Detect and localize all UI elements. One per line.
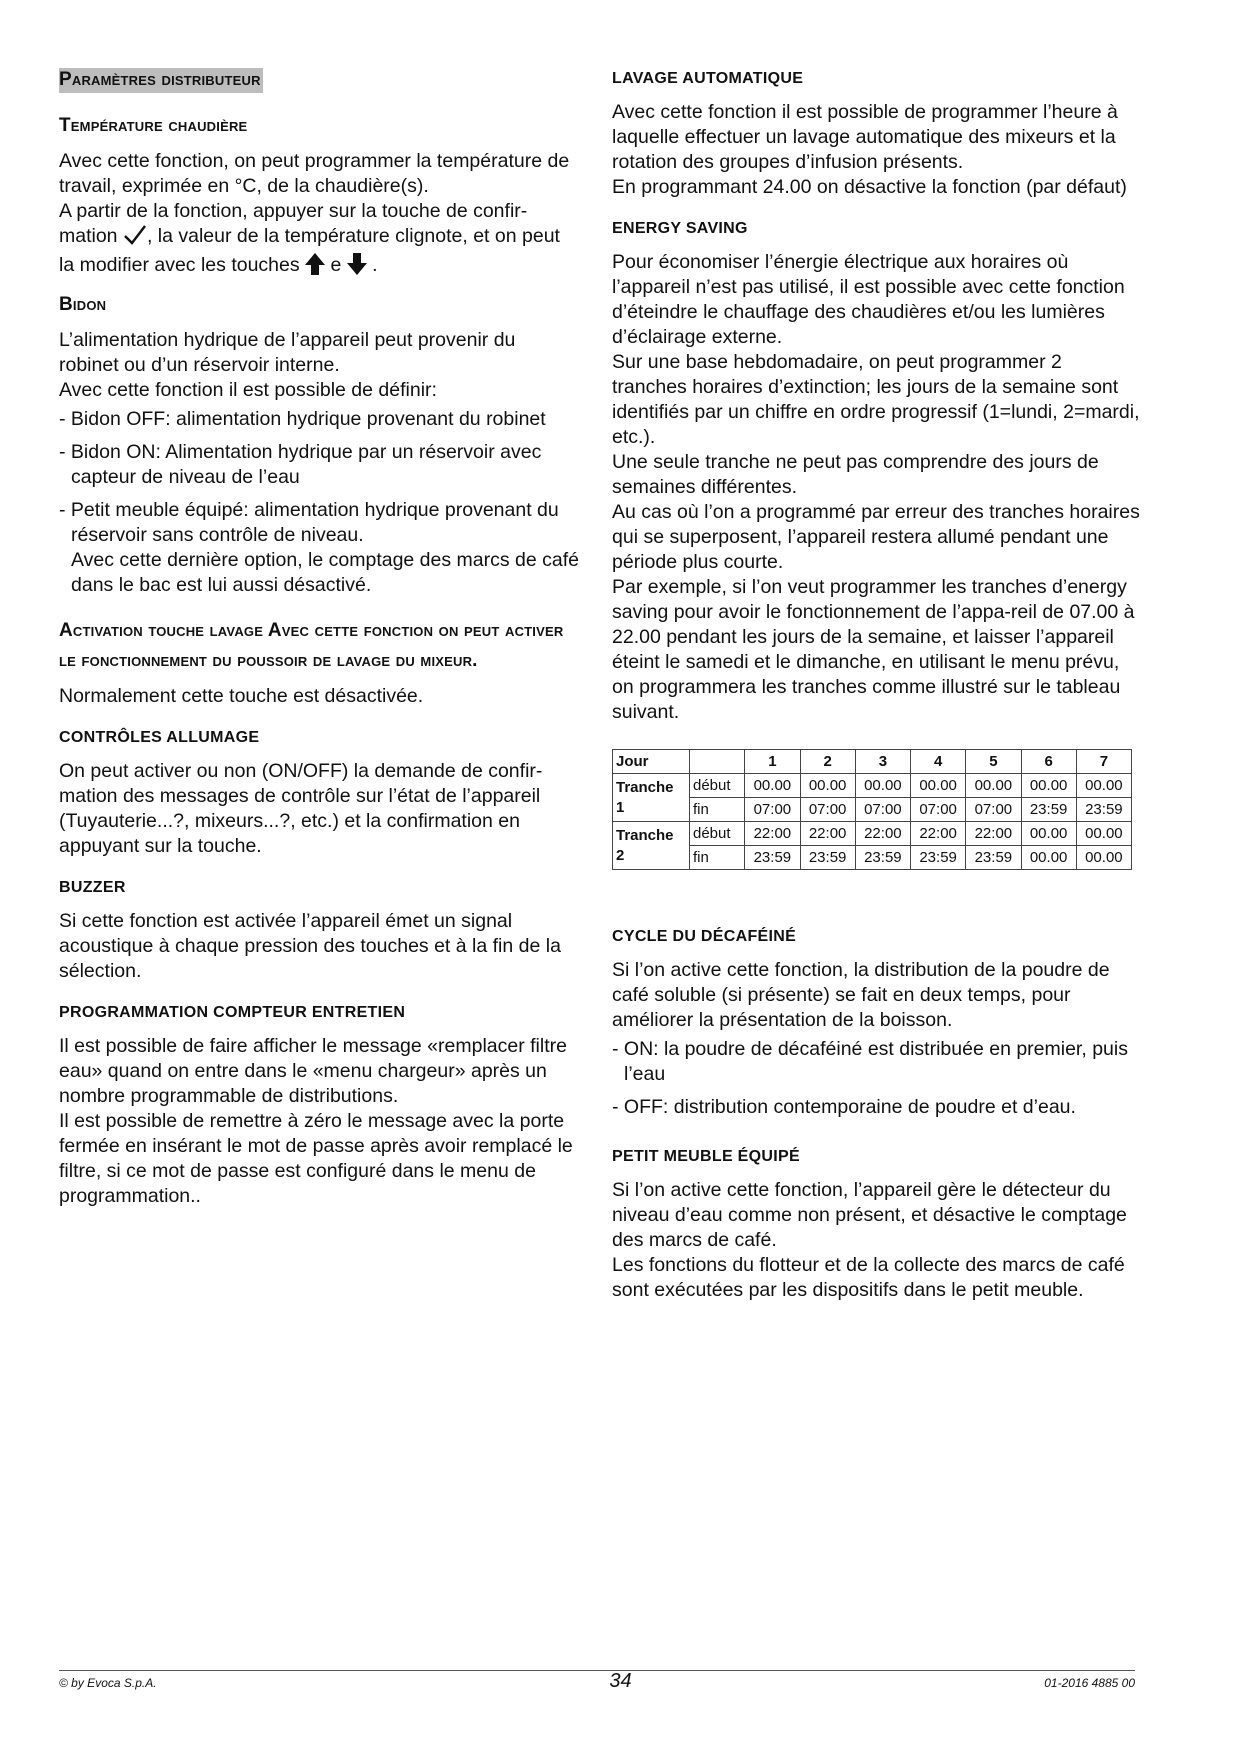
- table-header-cell: Jour: [613, 750, 690, 774]
- table-cell: 00.00: [1021, 846, 1076, 870]
- meuble-paragraph-1: Si l’on active cette fonction, l’appareil gère le détecteur du niveau d’eau comme non présent, et désactive le comptage des marcs de café.: [612, 1179, 1127, 1251]
- table-cell: fin: [690, 846, 745, 870]
- heading-bidon: Bidon: [59, 294, 107, 315]
- table-header-cell: [690, 750, 745, 774]
- table-cell: 07:00: [800, 798, 855, 822]
- table-cell: 07:00: [745, 798, 800, 822]
- page-number: 34: [609, 1670, 632, 1692]
- energy-paragraph-3: Une seule tranche ne peut pas comprendre des jours de semaines différentes.: [612, 451, 1099, 498]
- table-cell: 22:00: [911, 822, 966, 846]
- temp-p2-b: , la valeur de la température clignote, et on peut la modifier avec les touches: [59, 225, 560, 276]
- table-cell: 23:59: [745, 846, 800, 870]
- table-header-cell: 1: [745, 750, 800, 774]
- table-row: [613, 822, 1132, 846]
- table-header-cell: 3: [855, 750, 910, 774]
- bidon-paragraph-1: L’alimentation hydrique de l’appareil peut provenir du robinet ou d’un réservoir interne.: [59, 329, 516, 376]
- table-cell: 23:59: [966, 846, 1021, 870]
- energy-paragraph-2: Sur une base hebdomadaire, on peut programmer 2 tranches horaires d’extinction; les jours de la semaine sont identifiés par un chiffre en ordre progressif (1=lundi, 2=mardi, etc.).: [612, 351, 1140, 448]
- bidon-item-on: - Bidon ON: Alimentation hydrique par un réservoir avec capteur de niveau de l’eau: [59, 441, 542, 488]
- arrow-up-icon: [305, 253, 325, 282]
- heading-buzzer: BUZZER: [59, 879, 126, 896]
- table-cell: 22:00: [745, 822, 800, 846]
- table-row: [613, 846, 1132, 870]
- table-cell: 00.00: [966, 774, 1021, 798]
- table-row: [613, 774, 1132, 798]
- section-title: Paramètres distributeur: [59, 68, 263, 93]
- meuble-paragraph-2: Les fonctions du flotteur et de la collecte des marcs de café sont exécutées par les dispositifs dans le petit meuble.: [612, 1254, 1125, 1301]
- heading-compteur: PROGRAMMATION COMPTEUR ENTRETIEN: [59, 1004, 406, 1021]
- table-header-cell: 2: [800, 750, 855, 774]
- table-cell: 00.00: [855, 774, 910, 798]
- table-cell: 00.00: [800, 774, 855, 798]
- table-cell: 22:00: [800, 822, 855, 846]
- heading-meuble: PETIT MEUBLE ÉQUIPÉ: [612, 1148, 800, 1165]
- table-cell: 23:59: [1076, 798, 1131, 822]
- table-header-cell: 5: [966, 750, 1021, 774]
- temp-p2-d: .: [372, 254, 378, 276]
- table-cell: 23:59: [855, 846, 910, 870]
- bidon-item-off: - Bidon OFF: alimentation hydrique provenant du robinet: [59, 408, 546, 430]
- table-cell: 07:00: [911, 798, 966, 822]
- heading-decafeine: CYCLE DU DÉCAFÉINÉ: [612, 928, 797, 945]
- table-header-cell: 7: [1076, 750, 1131, 774]
- left-column: [59, 68, 579, 1209]
- table-cell: fin: [690, 798, 745, 822]
- energy-table: [612, 749, 1132, 870]
- heading-lavage-touche: Activation touche lavage Avec cette fonction on peut activer le fonctionnement du poussoir de lavage du mixeur.: [59, 620, 564, 671]
- lavage-auto-paragraph-2: En programmant 24.00 on désactive la fonction (par défaut): [612, 176, 1127, 198]
- heading-lavage-auto: LAVAGE AUTOMATIQUE: [612, 70, 804, 87]
- heading-energy: ENERGY SAVING: [612, 220, 748, 237]
- table-header-cell: 4: [911, 750, 966, 774]
- footer-copyright: © by Evoca S.p.A.: [59, 1676, 157, 1690]
- table-cell: 00.00: [1076, 846, 1131, 870]
- check-icon: [123, 224, 147, 253]
- energy-paragraph-4: Au cas où l’on a programmé par erreur des tranches horaires qui se superposent, l’appareil restera allumé pendant une période plus courte.: [612, 501, 1140, 573]
- temp-p2-a: A partir de la fonction, appuyer sur la touche de confir-mation: [59, 200, 528, 247]
- buzzer-paragraph: Si cette fonction est activée l’appareil émet un signal acoustique à chaque pression des touches et à la fin de la sélection.: [59, 910, 561, 982]
- bidon-paragraph-2: Avec cette fonction il est possible de définir:: [59, 379, 437, 401]
- temp-paragraph-2: [59, 199, 579, 282]
- temp-paragraph-1: Avec cette fonction, on peut programmer la température de travail, exprimée en °C, de la chaudière(s).: [59, 150, 570, 197]
- table-header-row: [613, 750, 1132, 774]
- table-header-cell: 6: [1021, 750, 1076, 774]
- table-cell: 07:00: [855, 798, 910, 822]
- compteur-paragraph-2: Il est possible de remettre à zéro le message avec la porte fermée en insérant le mot de passe après avoir remplacé le filtre, si ce mot de passe est configuré dans le menu de programmation..: [59, 1110, 573, 1207]
- decafeine-paragraph: Si l’on active cette fonction, la distribution de la poudre de café soluble (si présente) se fait en deux temps, pour améliorer la présentation de la boisson.: [612, 959, 1110, 1031]
- table-cell: 22:00: [855, 822, 910, 846]
- controles-paragraph: On peut activer ou non (ON/OFF) la demande de confir-mation des messages de contrôle sur l’état de l’appareil (Tuyauterie...?, mixeurs...?, etc.) et la confirmation en appuyant sur la touche.: [59, 760, 543, 857]
- table-cell: 00.00: [1021, 774, 1076, 798]
- bidon-item-meuble: - Petit meuble équipé: alimentation hydrique provenant du réservoir sans contrôle de niveau.: [59, 499, 559, 546]
- table-cell: début: [690, 822, 745, 846]
- table-cell: 07:00: [966, 798, 1021, 822]
- table-cell: début: [690, 774, 745, 798]
- energy-paragraph-5: Par exemple, si l’on veut programmer les tranches d’energy saving pour avoir le fonctionnement de l’appa-reil de 07.00 à 22.00 pendant les jours de la semaine, et laisser l’appareil éteint le samedi et le dimanche, en utilisant le menu prévu, on programmera les tranches comme illustré sur le tableau suivant.: [612, 576, 1135, 723]
- table-row: [613, 798, 1132, 822]
- heading-controles: CONTRÔLES ALLUMAGE: [59, 729, 260, 746]
- table-cell: 00.00: [1076, 774, 1131, 798]
- lavage-touche-paragraph: Normalement cette touche est désactivée.: [59, 685, 424, 707]
- arrow-down-icon: [347, 253, 367, 282]
- footer-code: 01-2016 4885 00: [1044, 1676, 1135, 1690]
- table-cell: 23:59: [1021, 798, 1076, 822]
- bidon-item-meuble-extra: Avec cette dernière option, le comptage des marcs de café dans le bac est lui aussi désactivé.: [71, 549, 580, 596]
- energy-paragraph-1: Pour économiser l’énergie électrique aux horaires où l’appareil n’est pas utilisé, il est possible avec cette fonction d’éteindre le chauffage des chaudières et/ou les lumières d’éclairage externe.: [612, 251, 1125, 348]
- table-cell: 22:00: [966, 822, 1021, 846]
- table-cell: 00.00: [1076, 822, 1131, 846]
- tranche-2-label: Tranche 2: [613, 822, 690, 870]
- tranche-1-label: Tranche 1: [613, 774, 690, 822]
- decafeine-item-off: - OFF: distribution contemporaine de poudre et d’eau.: [612, 1096, 1076, 1118]
- table-cell: 23:59: [800, 846, 855, 870]
- compteur-paragraph-1: Il est possible de faire afficher le message «remplacer filtre eau» quand on entre dans le «menu chargeur» après un nombre programmable de distributions.: [59, 1035, 567, 1107]
- temp-p2-c: e: [330, 254, 342, 276]
- table-cell: 23:59: [911, 846, 966, 870]
- decafeine-item-on: - ON: la poudre de décaféiné est distribuée en premier, puis l’eau: [612, 1038, 1128, 1085]
- heading-temperature: Température chaudière: [59, 115, 248, 136]
- right-column: [612, 68, 1142, 1303]
- lavage-auto-paragraph-1: Avec cette fonction il est possible de programmer l’heure à laquelle effectuer un lavage automatique des mixeurs et la rotation des groupes d’infusion présents.: [612, 101, 1118, 173]
- table-cell: 00.00: [911, 774, 966, 798]
- table-cell: 00.00: [745, 774, 800, 798]
- table-cell: 00.00: [1021, 822, 1076, 846]
